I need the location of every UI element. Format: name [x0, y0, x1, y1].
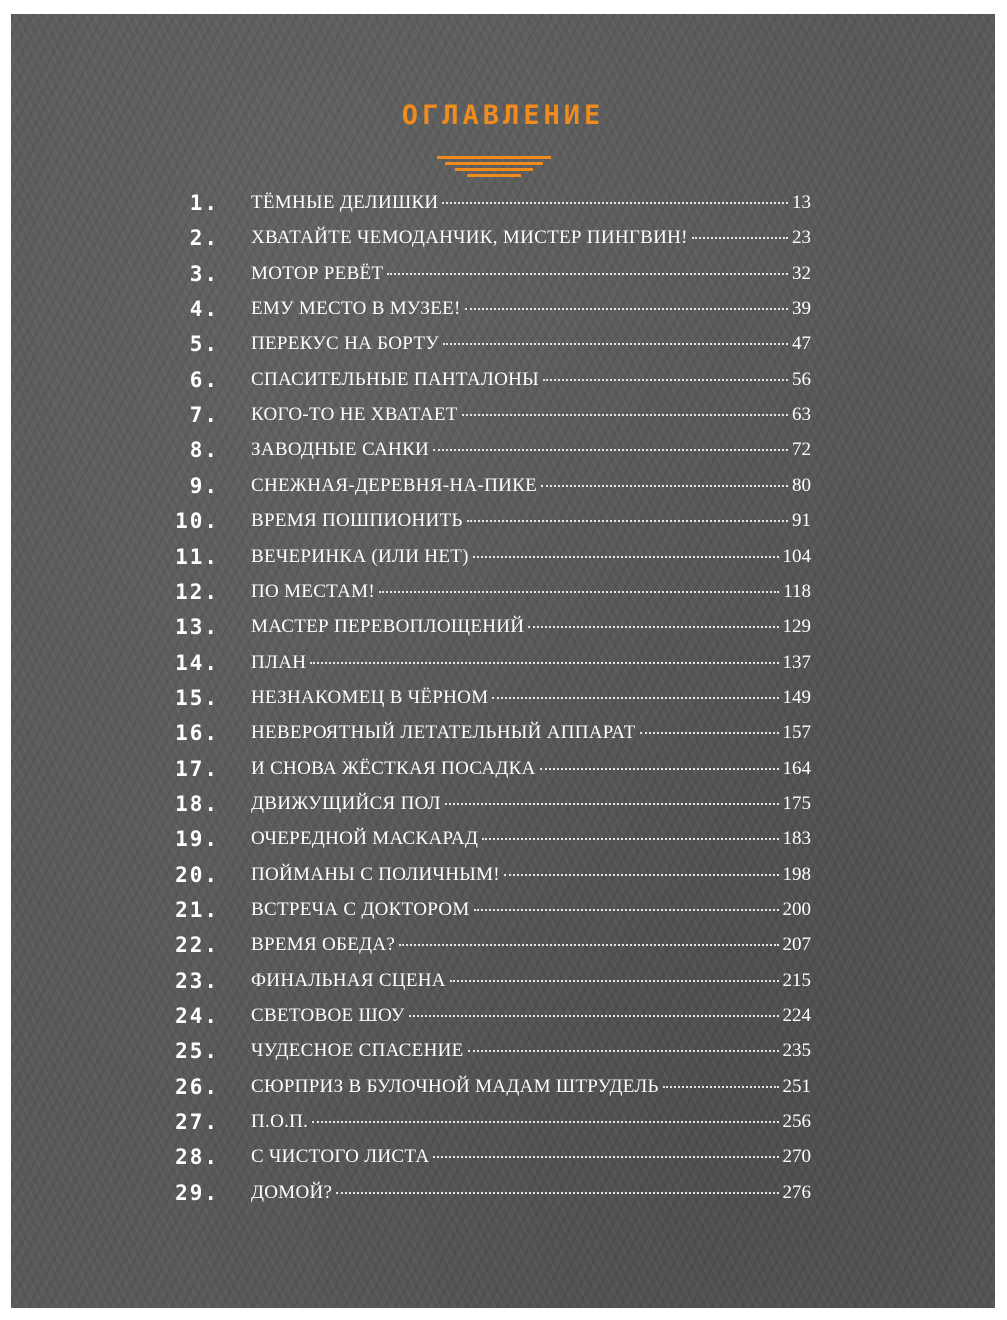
chapter-number: 27.: [175, 1110, 219, 1135]
chapter-title: ПЕРЕКУС НА БОРТУ: [251, 333, 440, 355]
chapter-title: ДОМОЙ?: [251, 1181, 333, 1203]
chapter-title: ХВАТАЙТЕ ЧЕМОДАНЧИК, МИСТЕР ПИНГВИН!: [251, 227, 688, 249]
toc-entry: [251, 475, 811, 497]
toc-entry: [251, 404, 811, 426]
toc-entry: [251, 546, 811, 568]
toc-row: [11, 648, 995, 683]
toc-entry: [251, 864, 811, 886]
toc-row: [11, 612, 995, 647]
toc-entry: [251, 192, 811, 214]
dot-leader: [399, 944, 778, 946]
toc-entry: [251, 1005, 811, 1027]
chapter-title: ДВИЖУЩИЙСЯ ПОЛ: [251, 792, 441, 814]
chapter-title: ПО МЕСТАМ!: [251, 580, 375, 602]
toc-entry: [251, 263, 811, 285]
toc-entry: [251, 899, 811, 921]
chapter-page-number: 39: [792, 298, 811, 320]
toc-row: [11, 223, 995, 258]
chapter-title: ПЛАН: [251, 651, 307, 673]
dot-leader: [640, 732, 779, 734]
dot-leader: [482, 838, 778, 840]
toc-row: [11, 365, 995, 400]
dot-leader: [379, 591, 779, 593]
toc-row: [11, 329, 995, 364]
chapter-page-number: 56: [792, 368, 811, 390]
chapter-title: И СНОВА ЖЁСТКАЯ ПОСАДКА: [251, 757, 536, 779]
toc-entry: [251, 510, 811, 532]
chapter-title: ЗАВОДНЫЕ САНКИ: [251, 439, 430, 461]
chapter-page-number: 118: [783, 580, 811, 602]
toc-row: [11, 1036, 995, 1071]
chapter-number: 16.: [175, 721, 219, 746]
dot-leader: [445, 803, 779, 805]
chapter-number: 29.: [175, 1180, 219, 1205]
toc-entry: [251, 227, 811, 249]
toc-entry: [251, 1111, 811, 1133]
toc-entry: [251, 934, 811, 956]
dot-leader: [540, 768, 779, 770]
dot-leader: [409, 1015, 779, 1017]
toc-row: [11, 1001, 995, 1036]
chapter-title: ФИНАЛЬНАЯ СЦЕНА: [251, 969, 446, 991]
chapter-number: 23.: [175, 968, 219, 993]
toc-entry: [251, 369, 811, 391]
toc-entry: [251, 722, 811, 744]
book-page: [11, 14, 995, 1308]
toc-row: [11, 577, 995, 612]
chapter-page-number: 183: [782, 828, 811, 850]
chapter-number: 11.: [175, 544, 219, 569]
chapter-title: ЧУДЕСНОЕ СПАСЕНИЕ: [251, 1040, 464, 1062]
chapter-number: 2.: [189, 226, 219, 251]
toc-row: [11, 400, 995, 435]
dot-leader: [310, 662, 778, 664]
chapter-number: 22.: [175, 933, 219, 958]
chapter-page-number: 129: [782, 616, 811, 638]
chapter-page-number: 251: [782, 1075, 811, 1097]
chapter-title: ПОЙМАНЫ С ПОЛИЧНЫМ!: [251, 863, 500, 885]
chapter-number: 25.: [175, 1039, 219, 1064]
chapter-page-number: 72: [792, 439, 811, 461]
toc-entry: [251, 828, 811, 850]
toc-row: [11, 683, 995, 718]
chapter-page-number: 157: [782, 722, 811, 744]
chapter-number: 24.: [175, 1004, 219, 1029]
chapter-page-number: 200: [782, 899, 811, 920]
toc-entry: [251, 333, 811, 355]
toc-entry: [251, 758, 811, 780]
chapter-page-number: 104: [782, 545, 811, 567]
dot-leader: [450, 980, 779, 982]
chapter-title: НЕЗНАКОМЕЦ В ЧЁРНОМ: [251, 686, 489, 708]
toc-entry: [251, 1146, 811, 1168]
toc-row: [11, 435, 995, 470]
chapter-number: 13.: [175, 615, 219, 640]
toc-entry: [251, 793, 811, 815]
dot-leader: [541, 485, 788, 487]
toc-row: [11, 294, 995, 329]
chapter-page-number: 23: [792, 227, 811, 249]
chapter-title: МАСТЕР ПЕРЕВОПЛОЩЕНИЙ: [251, 616, 525, 638]
chapter-title: ВРЕМЯ ПОШПИОНИТЬ: [251, 510, 463, 532]
chapter-number: 26.: [175, 1074, 219, 1099]
chapter-number: 7.: [189, 403, 219, 428]
chapter-number: 8.: [189, 438, 219, 463]
chapter-page-number: 175: [782, 792, 811, 814]
dot-leader: [528, 626, 778, 628]
dot-leader: [462, 414, 788, 416]
toc-row: [11, 860, 995, 895]
chapter-page-number: 13: [792, 192, 811, 213]
dot-leader: [492, 697, 778, 699]
chapter-page-number: 137: [782, 651, 811, 673]
chapter-number: 18.: [175, 791, 219, 816]
chapter-title: СПАСИТЕЛЬНЫЕ ПАНТАЛОНЫ: [251, 368, 540, 390]
toc-row: [11, 930, 995, 965]
chapter-number: 15.: [175, 685, 219, 710]
dot-leader: [387, 273, 788, 275]
chapter-page-number: 80: [792, 474, 811, 496]
toc-entry: [251, 687, 811, 709]
dot-leader: [473, 556, 779, 558]
chapter-number: 6.: [189, 367, 219, 392]
chapter-title: НЕВЕРОЯТНЫЙ ЛЕТАТЕЛЬНЫЙ АППАРАТ: [251, 722, 636, 744]
chapter-page-number: 270: [782, 1146, 811, 1168]
toc-entry: [251, 298, 811, 320]
toc-row: [11, 789, 995, 824]
chapter-number: 3.: [189, 261, 219, 286]
chapter-title: СНЕЖНАЯ-ДЕРЕВНЯ-НА-ПИКЕ: [251, 474, 537, 496]
chapter-number: 1.: [189, 191, 219, 215]
toc-row: [11, 259, 995, 294]
toc-row: [11, 718, 995, 753]
chapter-number: 21.: [175, 898, 219, 922]
chapter-page-number: 235: [782, 1040, 811, 1062]
dot-leader: [433, 1156, 778, 1158]
dot-leader: [692, 237, 788, 239]
toc-entry: [251, 1040, 811, 1062]
chapter-page-number: 207: [782, 934, 811, 956]
dot-leader: [543, 379, 788, 381]
chapter-title: СВЕТОВОЕ ШОУ: [251, 1005, 405, 1027]
toc-row: [11, 542, 995, 577]
dot-leader: [663, 1086, 779, 1088]
chapter-page-number: 276: [782, 1181, 811, 1203]
page-title: ОГЛАВЛЕНИЕ: [401, 100, 605, 131]
chapter-page-number: 32: [792, 262, 811, 284]
chapter-page-number: 63: [792, 404, 811, 426]
chapter-page-number: 198: [782, 863, 811, 885]
chapter-number: 17.: [175, 756, 219, 781]
chapter-number: 28.: [175, 1145, 219, 1170]
chapter-title: ТЁМНЫЕ ДЕЛИШКИ: [251, 192, 439, 213]
chapter-title: КОГО-ТО НЕ ХВАТАЕТ: [251, 404, 458, 426]
dot-leader: [443, 343, 788, 345]
dot-leader: [468, 1050, 779, 1052]
toc-entry: [251, 581, 811, 603]
toc-entry: [251, 1182, 811, 1204]
toc-row: [11, 1178, 995, 1213]
chapter-page-number: 149: [782, 686, 811, 708]
chapter-number: 10.: [175, 509, 219, 534]
chapter-page-number: 47: [792, 333, 811, 355]
chapter-page-number: 224: [782, 1005, 811, 1027]
toc-row: [11, 506, 995, 541]
chapter-number: 19.: [175, 827, 219, 852]
chapter-page-number: 164: [782, 757, 811, 779]
toc-row: [11, 1107, 995, 1142]
chapter-number: 12.: [175, 579, 219, 604]
chapter-title: МОТОР РЕВЁТ: [251, 262, 384, 284]
dot-leader: [312, 1121, 778, 1123]
chapter-page-number: 256: [782, 1111, 811, 1133]
title-ornament-icon: [437, 154, 551, 180]
toc-row: [11, 471, 995, 506]
chapter-title: П.О.П.: [251, 1111, 309, 1133]
chapter-title: ВСТРЕЧА С ДОКТОРОМ: [251, 899, 470, 920]
chapter-title: ВЕЧЕРИНКА (ИЛИ НЕТ): [251, 545, 469, 567]
toc-row: [11, 1142, 995, 1177]
chapter-number: 4.: [189, 297, 219, 322]
chapter-title: ОЧЕРЕДНОЙ МАСКАРАД: [251, 828, 479, 850]
toc-row: [11, 1072, 995, 1107]
toc-entry: [251, 616, 811, 638]
toc-row: [11, 188, 995, 223]
chapter-title: ВРЕМЯ ОБЕДА?: [251, 934, 396, 956]
chapter-number: 5.: [189, 332, 219, 357]
toc-entry: [251, 652, 811, 674]
toc-row: [11, 966, 995, 1001]
toc-row: [11, 824, 995, 859]
chapter-title: СЮРПРИЗ В БУЛОЧНОЙ МАДАМ ШТРУДЕЛЬ: [251, 1075, 659, 1097]
dot-leader: [504, 874, 779, 876]
toc-entry: [251, 970, 811, 992]
toc-row: [11, 754, 995, 789]
dot-leader: [474, 909, 779, 911]
chapter-title: С ЧИСТОГО ЛИСТА: [251, 1146, 430, 1168]
chapter-number: 20.: [175, 862, 219, 887]
toc-entry: [251, 1076, 811, 1098]
toc-row: [11, 895, 995, 930]
dot-leader: [467, 520, 788, 522]
chapter-number: 14.: [175, 650, 219, 675]
chapter-title: ЕМУ МЕСТО В МУЗЕЕ!: [251, 298, 461, 320]
dot-leader: [433, 449, 788, 451]
chapter-number: 9.: [189, 473, 219, 498]
dot-leader: [336, 1192, 778, 1194]
dot-leader: [465, 308, 788, 310]
chapter-page-number: 91: [792, 510, 811, 532]
dot-leader: [442, 202, 788, 204]
chapter-page-number: 215: [782, 969, 811, 991]
toc-entry: [251, 439, 811, 461]
